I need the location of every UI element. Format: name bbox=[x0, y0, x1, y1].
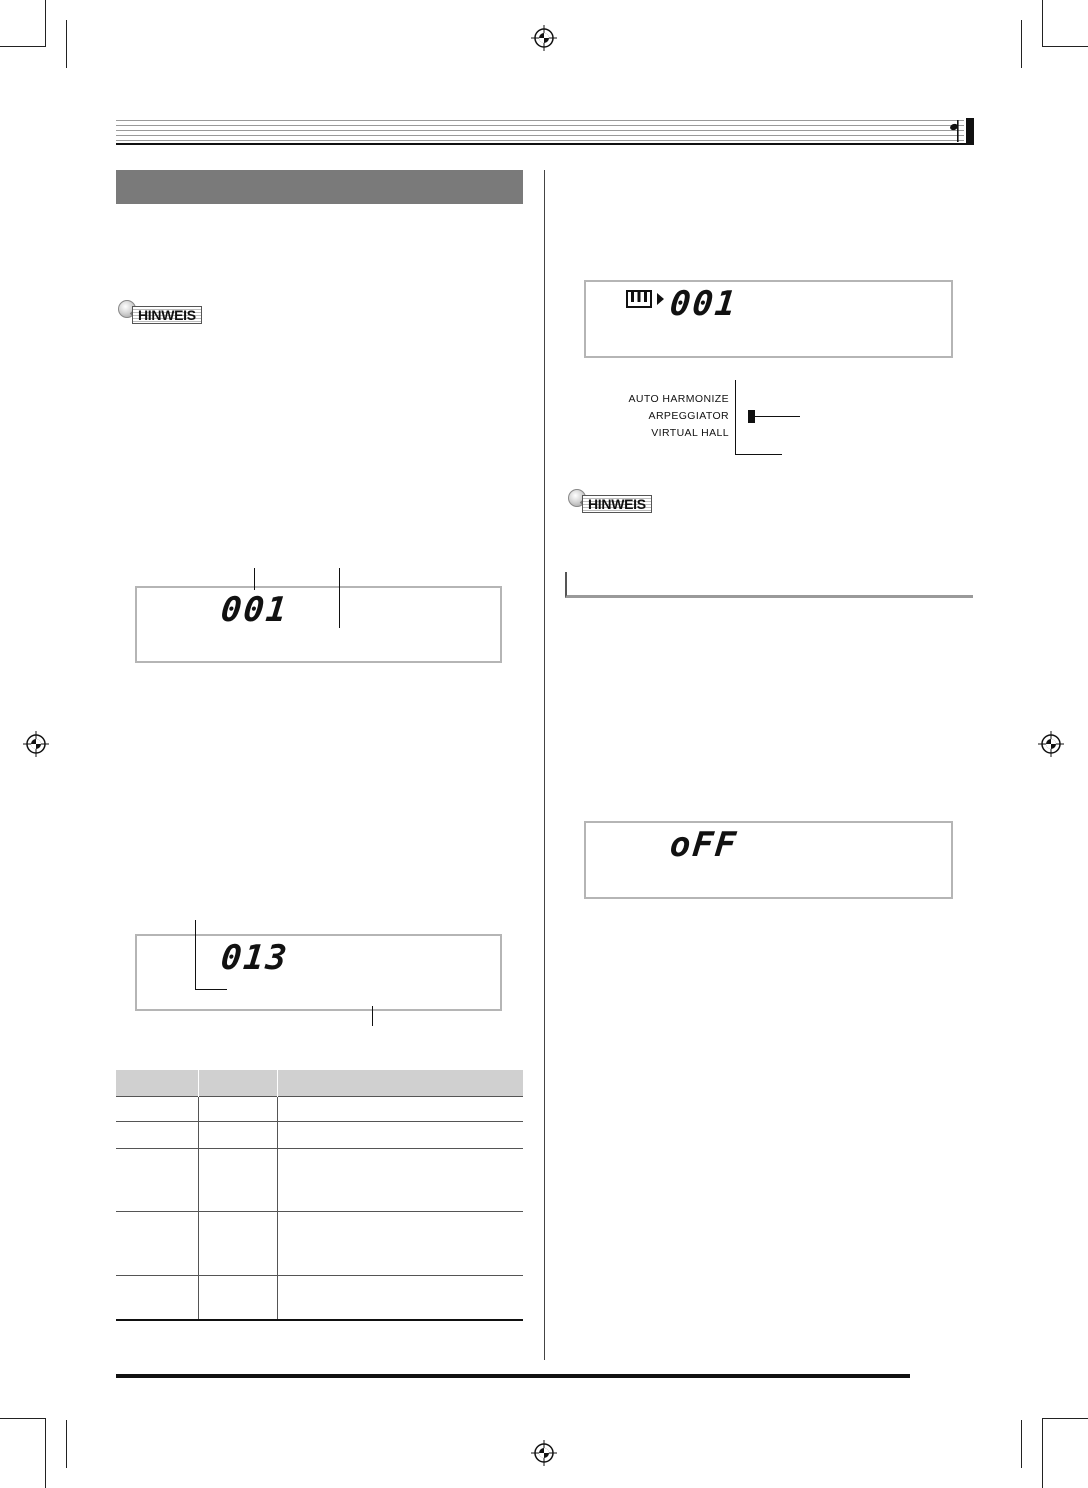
crop-mark bbox=[1042, 1418, 1043, 1488]
table-header-cell bbox=[199, 1070, 278, 1097]
crop-mark bbox=[1042, 0, 1043, 46]
header-end-bar bbox=[966, 118, 974, 145]
table-row bbox=[116, 1122, 523, 1149]
registration-mark-icon bbox=[531, 1440, 557, 1466]
hinweis-label: HINWEIS bbox=[132, 306, 202, 324]
indicator-bracket bbox=[735, 454, 782, 455]
crop-mark bbox=[1021, 1420, 1022, 1468]
table-header-row bbox=[116, 1070, 523, 1097]
registration-mark-icon bbox=[1038, 731, 1064, 757]
keyboard-icon bbox=[626, 290, 652, 308]
table-row bbox=[116, 1276, 523, 1320]
table-row bbox=[116, 1097, 523, 1122]
callout-line bbox=[254, 568, 255, 590]
crop-mark bbox=[1042, 1418, 1088, 1419]
crop-mark bbox=[1021, 20, 1022, 68]
lcd-digits: 001 bbox=[667, 284, 740, 324]
crop-mark bbox=[0, 46, 46, 47]
hinweis-label: HINWEIS bbox=[582, 495, 652, 513]
indicator-marker bbox=[748, 410, 755, 423]
crop-mark bbox=[45, 0, 46, 46]
table-header-cell bbox=[116, 1070, 199, 1097]
registration-mark-icon bbox=[23, 731, 49, 757]
play-arrow-icon bbox=[656, 292, 665, 306]
music-staff-header bbox=[116, 116, 964, 144]
table-header-cell bbox=[278, 1070, 524, 1097]
registration-mark-icon bbox=[531, 25, 557, 51]
lcd-display-2 bbox=[135, 934, 502, 1011]
callout-line bbox=[195, 989, 227, 990]
crop-mark bbox=[1042, 46, 1088, 47]
music-note-icon bbox=[947, 118, 963, 144]
table-row bbox=[116, 1212, 523, 1276]
callout-line bbox=[755, 416, 800, 417]
crop-mark bbox=[0, 1418, 46, 1419]
indicator-bracket bbox=[735, 380, 736, 455]
lcd-display-3 bbox=[584, 280, 953, 358]
lcd-display-4 bbox=[584, 821, 953, 899]
indicator-arpeggiator: ARPEGGIATOR bbox=[648, 410, 729, 422]
subsection-heading-bar bbox=[565, 572, 973, 598]
section-heading-bar bbox=[116, 170, 523, 204]
parameter-table bbox=[116, 1070, 523, 1321]
callout-line bbox=[339, 568, 340, 628]
crop-mark bbox=[66, 1420, 67, 1468]
column-divider bbox=[544, 170, 545, 1360]
indicator-auto-harmonize: AUTO HARMONIZE bbox=[628, 393, 729, 405]
callout-line bbox=[372, 1006, 373, 1026]
lcd-digits: 001 bbox=[218, 590, 291, 630]
crop-mark bbox=[66, 20, 67, 68]
indicator-virtual-hall: VIRTUAL HALL bbox=[651, 427, 729, 439]
header-rule bbox=[116, 143, 974, 145]
lcd-digits: 013 bbox=[218, 938, 291, 978]
table-row bbox=[116, 1149, 523, 1212]
callout-line bbox=[195, 920, 196, 990]
lcd-digits: oFF bbox=[667, 825, 740, 865]
lcd-display-1 bbox=[135, 586, 502, 663]
crop-mark bbox=[45, 1418, 46, 1488]
footer-rule bbox=[116, 1374, 910, 1378]
